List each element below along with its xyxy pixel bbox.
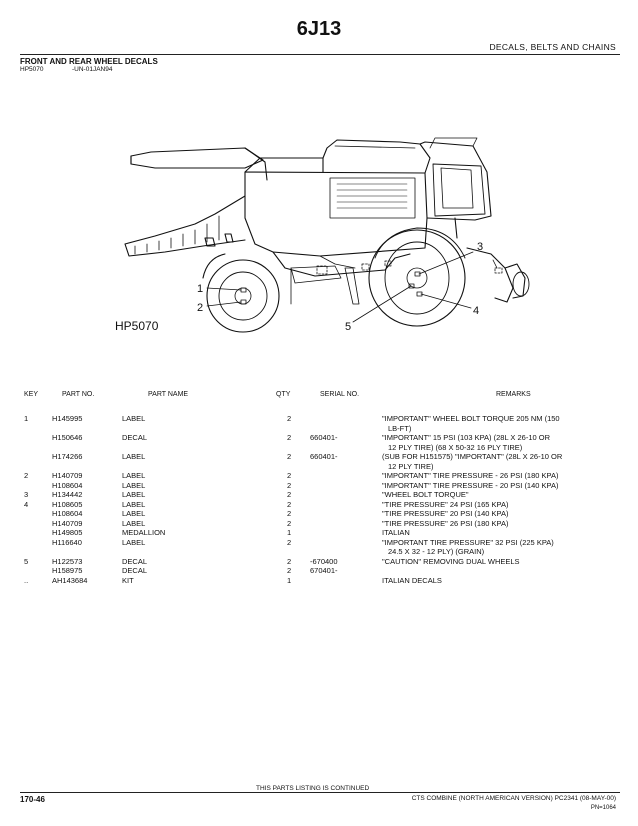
row-part-name: LABEL (122, 490, 146, 499)
row-part-name: LABEL (122, 499, 146, 509)
table-row (0, 538, 638, 548)
row-remarks: "TIRE PRESSURE" 26 PSI (180 KPA) (382, 518, 509, 528)
row-part-no: H145995 (52, 414, 83, 423)
row-part-no: AH143684 (52, 575, 88, 585)
combine-illustration (95, 118, 535, 350)
row-part-name: LABEL (122, 452, 146, 461)
row-qty: 2 (287, 537, 292, 547)
row-remarks: "TIRE PRESSURE" 20 PSI (140 KPA) (382, 509, 509, 518)
table-row (0, 490, 638, 500)
table-row (0, 433, 638, 443)
table-row (0, 509, 638, 519)
figure-ref-code: HP5070 (20, 66, 44, 73)
row-part-no: H150646 (52, 433, 83, 442)
row-qty: 2 (287, 452, 292, 461)
row-part-no: H158975 (52, 566, 83, 575)
row-part-no: H134442 (52, 490, 83, 499)
col-header-part-no: PART NO. (62, 391, 95, 398)
col-header-key: KEY (24, 391, 39, 398)
row-qty: 2 (287, 414, 292, 423)
callout-1: 1 (197, 283, 204, 295)
edition-info: CTS COMBINE (NORTH AMERICAN VERSION) PC2341 (08-MAY-00) (411, 795, 616, 802)
row-key: 1 (24, 414, 29, 423)
row-part-no: H108604 (52, 480, 83, 490)
row-part-no: H140709 (52, 471, 83, 480)
row-part-no: H108604 (52, 509, 83, 518)
row-serial-no: 660401- (310, 433, 338, 442)
row-remarks-continued: 24.5 X 32 - 12 PLY) (GRAIN) (388, 547, 485, 556)
row-remarks: "IMPORTANT" TIRE PRESSURE - 26 PSI (180 KPA) (382, 471, 559, 480)
row-part-no: H122573 (52, 556, 83, 566)
table-row-continuation (0, 547, 638, 557)
row-remarks: ITALIAN (382, 528, 410, 537)
row-qty: 2 (287, 518, 292, 528)
row-qty: 1 (287, 528, 292, 537)
table-row (0, 566, 638, 576)
row-part-name: LABEL (122, 537, 146, 547)
row-remarks-continued: LB-FT) (388, 423, 412, 433)
row-qty: 2 (287, 480, 292, 490)
row-key: .. (24, 575, 29, 585)
figure-ref-date: -UN-01JAN94 (72, 66, 113, 73)
row-remarks: "IMPORTANT" 15 PSI (103 KPA) (28L X 26-10 OR (382, 433, 551, 442)
row-part-no: H108605 (52, 499, 83, 509)
row-remarks: ITALIAN DECALS (382, 575, 442, 585)
row-key: 2 (24, 471, 29, 480)
callout-5: 5 (345, 321, 352, 333)
row-part-name: LABEL (122, 509, 146, 518)
row-key: 4 (24, 499, 29, 509)
section-title: DECALS, BELTS AND CHAINS (489, 42, 616, 52)
row-serial-no: 670401- (310, 566, 338, 575)
row-part-name: DECAL (122, 556, 148, 566)
row-part-name: DECAL (122, 433, 148, 442)
table-row (0, 471, 638, 481)
row-serial-no: 660401- (310, 452, 338, 461)
row-part-name: MEDALLION (122, 528, 166, 537)
footer-divider (20, 792, 620, 793)
row-remarks: "IMPORTANT" WHEEL BOLT TORQUE 205 NM (150 (382, 414, 560, 423)
row-part-no: H116640 (52, 537, 82, 547)
row-remarks: (SUB FOR H151575) "IMPORTANT" (28L X 26-10 OR (382, 452, 563, 461)
table-row (0, 414, 638, 424)
table-row (0, 481, 638, 491)
row-remarks: "CAUTION" REMOVING DUAL WHEELS (382, 556, 520, 566)
row-remarks: "IMPORTANT" TIRE PRESSURE - 20 PSI (140 KPA) (382, 480, 559, 490)
row-remarks: "WHEEL BOLT TORQUE" (382, 490, 469, 499)
row-remarks: "IMPORTANT TIRE PRESSURE" 32 PSI (225 KPA) (382, 537, 554, 547)
col-header-qty: QTY (276, 391, 291, 398)
row-key: 5 (24, 556, 29, 566)
col-header-part-name: PART NAME (148, 391, 189, 398)
table-row (0, 576, 638, 586)
table-row (0, 452, 638, 462)
row-serial-no: -670400 (310, 556, 338, 566)
row-qty: 2 (287, 433, 292, 442)
col-header-remarks: REMARKS (496, 391, 531, 398)
row-remarks: "TIRE PRESSURE" 24 PSI (165 KPA) (382, 499, 509, 509)
table-row-continuation (0, 424, 638, 434)
row-qty: 2 (287, 556, 292, 566)
row-part-name: KIT (122, 575, 134, 585)
callout-2: 2 (197, 302, 204, 314)
row-part-no: H174266 (52, 452, 83, 461)
pn-code: PN=1064 (590, 805, 616, 811)
table-row (0, 557, 638, 567)
callout-3: 3 (477, 241, 484, 253)
table-row (0, 500, 638, 510)
row-part-name: LABEL (122, 518, 146, 528)
callout-4: 4 (473, 305, 480, 317)
continued-note: THIS PARTS LISTING IS CONTINUED (256, 785, 370, 792)
illustration-label: HP5070 (115, 319, 159, 333)
row-qty: 2 (287, 499, 292, 509)
row-part-no: H140709 (52, 518, 83, 528)
col-header-serial-no: SERIAL NO. (320, 391, 360, 398)
row-part-name: LABEL (122, 414, 146, 423)
row-qty: 2 (287, 471, 292, 480)
header-divider (20, 54, 620, 55)
table-row-continuation (0, 443, 638, 453)
figure-subtitle: FRONT AND REAR WHEEL DECALS (20, 57, 158, 66)
row-qty: 2 (287, 490, 292, 499)
row-part-no: H149805 (52, 528, 83, 537)
table-row (0, 528, 638, 538)
row-qty: 1 (287, 575, 292, 585)
row-part-name: LABEL (122, 471, 146, 480)
page-title: 6J13 (296, 18, 342, 40)
row-part-name: LABEL (122, 480, 146, 490)
row-key: 3 (24, 490, 29, 499)
row-qty: 2 (287, 509, 292, 518)
parts-table (0, 414, 638, 585)
row-remarks-continued: 12 PLY TIRE) (388, 461, 434, 471)
row-part-name: DECAL (122, 566, 148, 575)
table-row (0, 519, 638, 529)
row-remarks-continued: 12 PLY TIRE) (68 X 50-32 16 PLY TIRE) (388, 442, 523, 452)
row-qty: 2 (287, 566, 292, 575)
page-number: 170-46 (20, 795, 45, 804)
table-row-continuation (0, 462, 638, 472)
